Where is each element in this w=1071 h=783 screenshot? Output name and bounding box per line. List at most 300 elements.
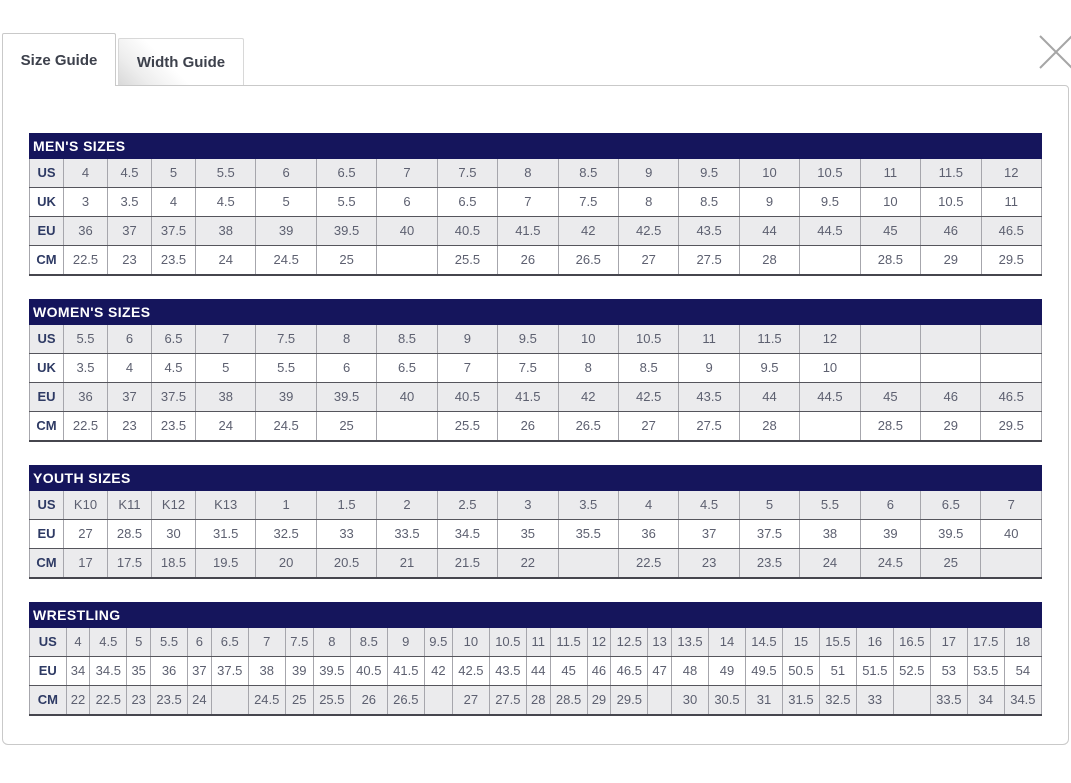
- size-cell: 10: [558, 325, 618, 354]
- size-cell: 32.5: [256, 520, 316, 549]
- size-cell: 40.5: [350, 657, 387, 686]
- header-filler-cell: [1004, 603, 1041, 628]
- header-filler-cell: [316, 466, 376, 491]
- size-cell: 41.5: [387, 657, 424, 686]
- row-label: US: [30, 491, 64, 520]
- size-cell: 31: [745, 686, 782, 716]
- size-cell: 54: [1004, 657, 1041, 686]
- size-cell: 5: [256, 188, 316, 217]
- header-filler-cell: [860, 466, 920, 491]
- size-cell: 7.5: [498, 354, 558, 383]
- size-cell: [211, 686, 248, 716]
- header-filler-cell: [782, 603, 819, 628]
- size-cell: 3.5: [64, 354, 108, 383]
- size-cell: 4: [108, 354, 152, 383]
- size-cell: 11: [860, 159, 920, 188]
- header-filler-cell: [437, 134, 497, 159]
- wrestling-sizes-table: [29, 602, 1042, 716]
- size-cell: 8.5: [558, 159, 618, 188]
- header-filler-cell: [498, 300, 558, 325]
- size-cell: 47: [648, 657, 672, 686]
- header-filler-cell: [921, 466, 981, 491]
- header-filler-cell: [196, 300, 256, 325]
- size-cell: 33: [856, 686, 893, 716]
- size-cell: 4: [64, 159, 108, 188]
- size-cell: 42: [558, 383, 618, 412]
- size-cell: 25.5: [437, 246, 497, 276]
- size-cell: 8: [313, 628, 350, 657]
- size-cell: 22.5: [64, 412, 108, 442]
- size-cell: 8: [498, 159, 558, 188]
- table-row: [30, 217, 1042, 246]
- row-label: EU: [30, 383, 64, 412]
- size-cell: 28: [739, 246, 799, 276]
- header-filler-cell: [648, 603, 672, 628]
- size-cell: 39: [256, 217, 316, 246]
- size-cell: 44: [526, 657, 550, 686]
- header-filler-cell: [313, 603, 350, 628]
- size-cell: 3.5: [108, 188, 152, 217]
- header-filler-cell: [424, 603, 452, 628]
- table-row: [30, 549, 1042, 579]
- header-filler-cell: [921, 134, 981, 159]
- header-filler-cell: [248, 603, 285, 628]
- size-cell: 37.5: [211, 657, 248, 686]
- size-cell: 10.5: [800, 159, 860, 188]
- size-cell: 31.5: [782, 686, 819, 716]
- youth-sizes-table: [29, 465, 1042, 579]
- size-cell: 18: [1004, 628, 1041, 657]
- size-cell: [860, 354, 920, 383]
- size-cell: 27.5: [679, 246, 739, 276]
- size-cell: 10.5: [618, 325, 678, 354]
- size-cell: 9: [387, 628, 424, 657]
- size-cell: 37: [188, 657, 212, 686]
- size-cell: 33: [316, 520, 376, 549]
- size-cell: 1: [256, 491, 316, 520]
- close-button[interactable]: [1036, 33, 1071, 73]
- size-cell: 30: [152, 520, 196, 549]
- size-cell: 25.5: [313, 686, 350, 716]
- header-filler-cell: [921, 300, 981, 325]
- table-row: [30, 491, 1042, 520]
- header-filler-cell: [860, 134, 920, 159]
- size-cell: 34: [967, 686, 1004, 716]
- size-cell: 22.5: [64, 246, 108, 276]
- size-cell: 36: [618, 520, 678, 549]
- header-filler-cell: [967, 603, 1004, 628]
- table-row: [30, 412, 1042, 442]
- size-cell: 6.5: [921, 491, 981, 520]
- size-cell: 40.5: [437, 383, 497, 412]
- header-filler-cell: [672, 603, 709, 628]
- size-cell: 30.5: [709, 686, 746, 716]
- header-filler-cell: [489, 603, 526, 628]
- header-filler-cell: [679, 300, 739, 325]
- size-cell: [424, 686, 452, 716]
- size-cell: 6: [860, 491, 920, 520]
- table-header-row: [30, 466, 1042, 491]
- size-cell: 51.5: [856, 657, 893, 686]
- size-cell: 36: [64, 217, 108, 246]
- size-cell: 53.5: [967, 657, 1004, 686]
- size-cell: 46.5: [981, 217, 1041, 246]
- size-cell: 10.5: [921, 188, 981, 217]
- header-filler-cell: [800, 466, 860, 491]
- size-cell: 45: [860, 217, 920, 246]
- size-cell: 4.5: [152, 354, 196, 383]
- size-cell: 9: [618, 159, 678, 188]
- header-filler-cell: [211, 603, 248, 628]
- size-cell: [981, 549, 1042, 579]
- size-cell: 53: [930, 657, 967, 686]
- header-filler-cell: [387, 603, 424, 628]
- header-filler-cell: [679, 134, 739, 159]
- size-cell: 29: [921, 246, 981, 276]
- size-cell: 25.5: [437, 412, 497, 442]
- size-cell: 34.5: [90, 657, 127, 686]
- size-cell: 10: [739, 159, 799, 188]
- size-cell: 22.5: [90, 686, 127, 716]
- size-cell: 6.5: [437, 188, 497, 217]
- size-cell: 7.5: [256, 325, 316, 354]
- size-cell: 23.5: [152, 246, 196, 276]
- size-cell: 25: [316, 412, 376, 442]
- size-cell: 7.5: [437, 159, 497, 188]
- size-cell: 46: [587, 657, 611, 686]
- size-cell: 42.5: [452, 657, 489, 686]
- size-cell: 37: [108, 217, 152, 246]
- header-filler-cell: [745, 603, 782, 628]
- size-cell: 27: [618, 412, 678, 442]
- size-guide-panel: [2, 85, 1069, 745]
- header-filler-cell: [709, 603, 746, 628]
- header-filler-cell: [550, 603, 587, 628]
- size-cell: 6: [316, 354, 376, 383]
- size-cell: 34: [66, 657, 90, 686]
- size-cell: 7: [981, 491, 1042, 520]
- size-cell: 28: [739, 412, 799, 442]
- size-cell: 43.5: [679, 217, 739, 246]
- size-cell: 11: [679, 325, 739, 354]
- size-cell: 5: [127, 628, 151, 657]
- header-filler-cell: [558, 134, 618, 159]
- size-cell: 42: [558, 217, 618, 246]
- size-cell: 24: [188, 686, 212, 716]
- size-cell: 24: [196, 246, 256, 276]
- size-cell: 3: [64, 188, 108, 217]
- size-cell: 33.5: [930, 686, 967, 716]
- size-cell: 37: [679, 520, 739, 549]
- table-row: [30, 520, 1042, 549]
- row-label: EU: [30, 520, 64, 549]
- row-label: CM: [30, 412, 64, 442]
- size-cell: 26: [498, 412, 558, 442]
- tab-width-guide[interactable]: Width Guide: [118, 38, 244, 85]
- header-filler-cell: [800, 300, 860, 325]
- size-cell: [921, 325, 981, 354]
- size-cell: 30: [672, 686, 709, 716]
- header-filler-cell: [856, 603, 893, 628]
- size-cell: 29: [587, 686, 611, 716]
- row-label: US: [30, 325, 64, 354]
- size-cell: 39.5: [313, 657, 350, 686]
- table-row: [30, 354, 1042, 383]
- size-cell: 45: [550, 657, 587, 686]
- size-cell: 14.5: [745, 628, 782, 657]
- size-cell: [558, 549, 618, 579]
- size-cell: 23.5: [739, 549, 799, 579]
- size-cell: 7.5: [285, 628, 313, 657]
- size-cell: 4: [66, 628, 90, 657]
- size-cell: 44: [739, 383, 799, 412]
- table-header-row: [30, 300, 1042, 325]
- header-filler-cell: [498, 134, 558, 159]
- size-cell: 23: [108, 412, 152, 442]
- size-cell: 7.5: [558, 188, 618, 217]
- table-title: YOUTH SIZES: [30, 466, 196, 491]
- header-filler-cell: [196, 466, 256, 491]
- size-cell: 45: [860, 383, 920, 412]
- size-cell: 22: [498, 549, 558, 579]
- size-cell: 48: [672, 657, 709, 686]
- size-cell: [893, 686, 930, 716]
- size-cell: 4.5: [108, 159, 152, 188]
- size-cell: 24: [800, 549, 860, 579]
- row-label: CM: [30, 549, 64, 579]
- size-cell: 28.5: [860, 246, 920, 276]
- size-cell: 39: [285, 657, 313, 686]
- size-cell: 12: [981, 159, 1041, 188]
- header-filler-cell: [452, 603, 489, 628]
- size-cell: 40.5: [437, 217, 497, 246]
- table-header-row: [30, 134, 1042, 159]
- size-cell: 15: [782, 628, 819, 657]
- header-filler-cell: [587, 603, 611, 628]
- size-cell: 23: [127, 686, 151, 716]
- size-cell: 5: [152, 159, 196, 188]
- row-label: CM: [30, 686, 67, 716]
- table-row: [30, 628, 1042, 657]
- size-cell: 27: [452, 686, 489, 716]
- size-cell: 31.5: [196, 520, 256, 549]
- size-cell: 17.5: [108, 549, 152, 579]
- size-cell: 44.5: [800, 217, 860, 246]
- header-filler-cell: [437, 300, 497, 325]
- size-cell: 9: [739, 188, 799, 217]
- size-cell: 13.5: [672, 628, 709, 657]
- size-cell: 5.5: [316, 188, 376, 217]
- size-cell: 11: [981, 188, 1041, 217]
- womens-sizes-table: [29, 299, 1042, 442]
- header-filler-cell: [860, 300, 920, 325]
- size-cell: 6.5: [316, 159, 376, 188]
- size-cell: 23: [108, 246, 152, 276]
- size-cell: 25: [921, 549, 981, 579]
- size-cell: 25: [285, 686, 313, 716]
- header-filler-cell: [819, 603, 856, 628]
- size-cell: 8.5: [679, 188, 739, 217]
- size-cell: 12: [800, 325, 860, 354]
- size-cell: 38: [196, 217, 256, 246]
- size-cell: 5.5: [151, 628, 188, 657]
- size-cell: 9: [437, 325, 497, 354]
- tab-size-guide[interactable]: Size Guide: [2, 33, 116, 86]
- size-cell: 23: [679, 549, 739, 579]
- header-filler-cell: [526, 603, 550, 628]
- size-cell: 24.5: [860, 549, 920, 579]
- size-cell: 37.5: [152, 217, 196, 246]
- size-cell: 42.5: [618, 217, 678, 246]
- size-cell: 46: [921, 217, 981, 246]
- size-cell: [377, 246, 437, 276]
- size-cell: 38: [248, 657, 285, 686]
- size-cell: 39.5: [316, 217, 376, 246]
- header-filler-cell: [739, 300, 799, 325]
- size-cell: 7: [437, 354, 497, 383]
- size-cell: 9.5: [498, 325, 558, 354]
- size-cell: 37.5: [739, 520, 799, 549]
- header-filler-cell: [558, 300, 618, 325]
- header-filler-cell: [151, 603, 188, 628]
- table-row: [30, 246, 1042, 276]
- size-cell: 51: [819, 657, 856, 686]
- size-cell: 5.5: [256, 354, 316, 383]
- size-cell: 50.5: [782, 657, 819, 686]
- size-cell: 19.5: [196, 549, 256, 579]
- size-cell: 27.5: [489, 686, 526, 716]
- size-cell: [800, 246, 860, 276]
- size-cell: 6: [188, 628, 212, 657]
- header-filler-cell: [316, 134, 376, 159]
- size-cell: 5: [196, 354, 256, 383]
- size-tables: [29, 133, 1042, 716]
- size-cell: 8.5: [618, 354, 678, 383]
- size-cell: 15.5: [819, 628, 856, 657]
- row-label: UK: [30, 188, 64, 217]
- size-cell: 3: [498, 491, 558, 520]
- row-label: UK: [30, 354, 64, 383]
- size-cell: 9.5: [739, 354, 799, 383]
- size-cell: 34.5: [437, 520, 497, 549]
- size-cell: 4: [618, 491, 678, 520]
- size-cell: 11.5: [739, 325, 799, 354]
- size-cell: 35.5: [558, 520, 618, 549]
- header-filler-cell: [739, 134, 799, 159]
- table-row: [30, 159, 1042, 188]
- size-cell: 43.5: [679, 383, 739, 412]
- size-cell: 41.5: [498, 383, 558, 412]
- header-filler-cell: [196, 134, 256, 159]
- size-cell: 36: [151, 657, 188, 686]
- size-cell: 10.5: [489, 628, 526, 657]
- size-cell: 7: [377, 159, 437, 188]
- header-filler-cell: [679, 466, 739, 491]
- size-cell: 8: [618, 188, 678, 217]
- header-filler-cell: [739, 466, 799, 491]
- header-filler-cell: [316, 300, 376, 325]
- size-cell: 29.5: [981, 412, 1042, 442]
- row-label: US: [30, 628, 67, 657]
- table-row: [30, 657, 1042, 686]
- size-cell: 32.5: [819, 686, 856, 716]
- size-cell: 23.5: [152, 412, 196, 442]
- table-row: [30, 188, 1042, 217]
- table-row: [30, 325, 1042, 354]
- size-cell: K12: [152, 491, 196, 520]
- size-cell: 40: [981, 520, 1042, 549]
- size-cell: 9.5: [679, 159, 739, 188]
- size-cell: 41.5: [498, 217, 558, 246]
- size-cell: 37: [108, 383, 152, 412]
- size-cell: 49: [709, 657, 746, 686]
- size-cell: 27: [64, 520, 108, 549]
- table-row: [30, 383, 1042, 412]
- header-filler-cell: [256, 466, 316, 491]
- size-cell: 11: [526, 628, 550, 657]
- size-cell: 26: [498, 246, 558, 276]
- header-filler-cell: [256, 300, 316, 325]
- header-filler-cell: [350, 603, 387, 628]
- size-cell: 36: [64, 383, 108, 412]
- size-cell: 40: [377, 217, 437, 246]
- size-cell: 28.5: [860, 412, 920, 442]
- size-cell: 7: [196, 325, 256, 354]
- header-filler-cell: [981, 300, 1042, 325]
- size-cell: 34.5: [1004, 686, 1041, 716]
- size-cell: [800, 412, 860, 442]
- row-label: EU: [30, 657, 67, 686]
- size-cell: 35: [498, 520, 558, 549]
- size-cell: 20: [256, 549, 316, 579]
- size-cell: [860, 325, 920, 354]
- size-cell: 10: [800, 354, 860, 383]
- size-cell: 22: [66, 686, 90, 716]
- header-filler-cell: [618, 466, 678, 491]
- size-cell: [981, 354, 1042, 383]
- size-cell: 22.5: [618, 549, 678, 579]
- size-cell: 35: [127, 657, 151, 686]
- close-icon: [1037, 59, 1071, 74]
- size-cell: 28.5: [108, 520, 152, 549]
- size-cell: 25: [316, 246, 376, 276]
- size-cell: 44: [739, 217, 799, 246]
- size-cell: 26: [350, 686, 387, 716]
- table-title: WOMEN'S SIZES: [30, 300, 196, 325]
- size-cell: 49.5: [745, 657, 782, 686]
- table-row: [30, 686, 1042, 716]
- size-cell: 42: [424, 657, 452, 686]
- size-cell: 39: [256, 383, 316, 412]
- size-cell: 27.5: [679, 412, 739, 442]
- header-filler-cell: [437, 466, 497, 491]
- size-cell: 38: [800, 520, 860, 549]
- size-cell: 44.5: [800, 383, 860, 412]
- size-cell: 9.5: [424, 628, 452, 657]
- size-cell: 5.5: [196, 159, 256, 188]
- size-cell: 39: [860, 520, 920, 549]
- size-cell: 39.5: [316, 383, 376, 412]
- row-label: EU: [30, 217, 64, 246]
- header-filler-cell: [618, 134, 678, 159]
- size-cell: 43.5: [489, 657, 526, 686]
- size-cell: 29.5: [611, 686, 648, 716]
- size-cell: 6: [377, 188, 437, 217]
- size-cell: 28: [526, 686, 550, 716]
- size-cell: 8.5: [350, 628, 387, 657]
- size-cell: 13: [648, 628, 672, 657]
- size-cell: 6: [256, 159, 316, 188]
